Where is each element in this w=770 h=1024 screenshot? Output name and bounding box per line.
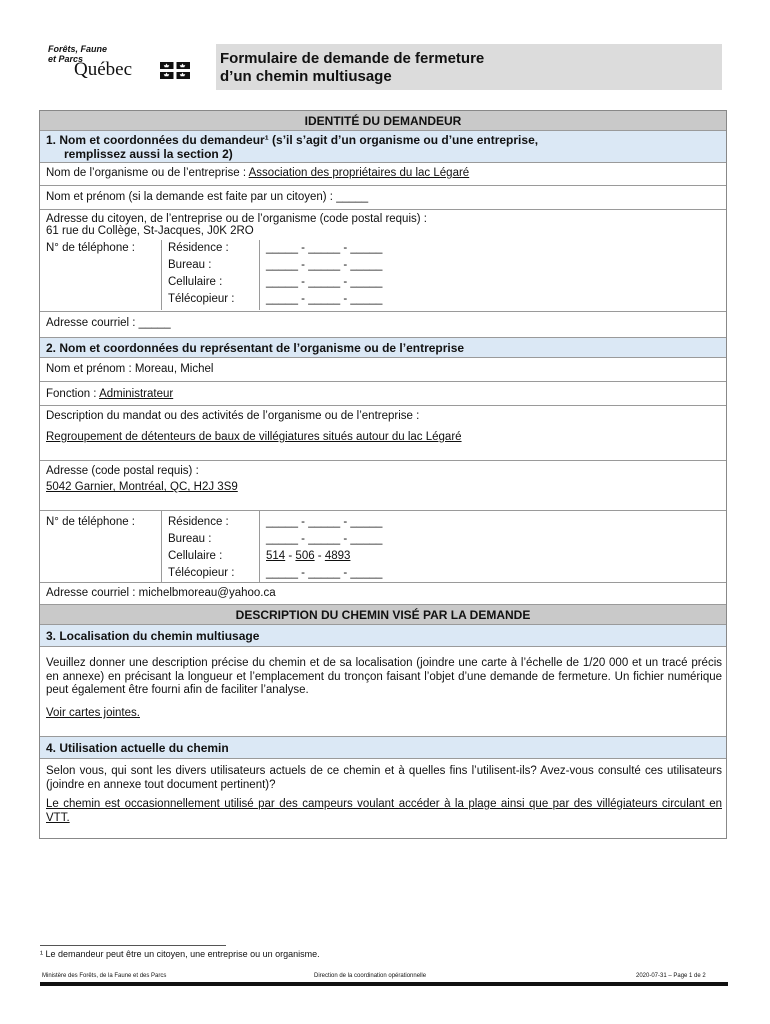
form-title-line2: d’un chemin multiusage bbox=[220, 68, 392, 85]
rep-fax-label: Télécopieur : bbox=[168, 567, 235, 579]
rep-fonction-label: Fonction : bbox=[46, 388, 100, 400]
s1-line1: 1. Nom et coordonnées du demandeur¹ (s’il s’agit d’un organisme ou d’une entreprise, bbox=[46, 133, 539, 147]
citizen-residence-field[interactable]: _____ - _____ - _____ bbox=[266, 242, 383, 254]
rep-cell-sep1: - bbox=[285, 550, 296, 562]
org-name-value[interactable]: Association des propriétaires du lac Légaré bbox=[248, 167, 470, 179]
s4-content-row bbox=[40, 759, 726, 839]
citizen-name-field[interactable]: Nom et prénom (si la demande est faite par un citoyen) : _____ bbox=[46, 191, 369, 203]
footer-direction: Direction de la coordination opérationnelle bbox=[314, 973, 427, 979]
citizen-bureau-label: Bureau : bbox=[168, 259, 212, 271]
footnote: ¹ Le demandeur peut être un citoyen, une entreprise ou un organisme. bbox=[40, 949, 320, 959]
rep-cell-field[interactable] bbox=[266, 550, 350, 562]
rep-fonction-row bbox=[40, 382, 726, 406]
citizen-cell-field[interactable]: _____ - _____ - _____ bbox=[266, 276, 383, 288]
rep-mandat-row bbox=[40, 406, 726, 461]
citizen-phone-label: N° de téléphone : bbox=[46, 242, 135, 254]
rep-residence-label: Résidence : bbox=[168, 516, 229, 528]
citizen-residence-label: Résidence : bbox=[168, 242, 229, 254]
s1-line2: remplissez aussi la section 2) bbox=[64, 147, 233, 161]
section-3-heading bbox=[40, 625, 726, 647]
logo-name: Québec bbox=[74, 59, 133, 80]
citizen-name-row bbox=[40, 186, 726, 210]
request-form bbox=[39, 110, 727, 839]
s2-heading-text: 2. Nom et coordonnées du représentant de l’organisme ou de l’entreprise bbox=[46, 341, 465, 355]
rep-name-row bbox=[40, 358, 726, 382]
s4-heading-text: 4. Utilisation actuelle du chemin bbox=[46, 741, 229, 755]
section-description-heading bbox=[40, 605, 726, 625]
description-heading-text: DESCRIPTION DU CHEMIN VISÉ PAR LA DEMANDE bbox=[235, 608, 531, 622]
form-title-line1: Formulaire de demande de fermeture bbox=[220, 50, 485, 67]
s4-answer[interactable]: Le chemin est occasionnellement utilisé par des campeurs voulant accéder à la plage ainsi que par des villégiateurs circulant en VTT. bbox=[46, 798, 722, 824]
citizen-fax-field[interactable]: _____ - _____ - _____ bbox=[266, 293, 383, 305]
rep-phone-row bbox=[40, 511, 726, 583]
fleur-de-lis-flag-icon bbox=[160, 62, 190, 79]
rep-email-row bbox=[40, 583, 726, 605]
org-name-label: Nom de l’organisme ou de l’entreprise : bbox=[46, 167, 249, 179]
s3-content-row bbox=[40, 647, 726, 737]
rep-bureau-label: Bureau : bbox=[168, 533, 212, 545]
s3-instructions: Veuillez donner une description précise du chemin et de sa localisation (joindre une carte à l’échelle de 1/20 000 et un tracé précis en annexe) en précisant la longueur et l’emplacement du tronçon faisant l’objet d’une demande de fermeture. Un fichier numérique peut également être fourni afin de faciliter l’analyse. bbox=[46, 657, 722, 696]
rep-address-label: Adresse (code postal requis) : bbox=[46, 465, 199, 477]
section-2-heading bbox=[40, 338, 726, 358]
rep-mandat-value[interactable]: Regroupement de détenteurs de baux de villégiatures situés autour du lac Légaré bbox=[46, 431, 462, 443]
rep-bureau-field[interactable]: _____ - _____ - _____ bbox=[266, 533, 383, 545]
rep-name-field[interactable]: Nom et prénom : Moreau, Michel bbox=[46, 363, 214, 375]
citizen-email-row bbox=[40, 312, 726, 338]
rep-cell-label: Cellulaire : bbox=[168, 550, 223, 562]
citizen-address-phone-row bbox=[40, 210, 726, 312]
org-name-row bbox=[40, 163, 726, 186]
logo-line2: et Parcs bbox=[48, 54, 84, 64]
footer-ministry: Ministère des Forêts, de la Faune et des Parcs bbox=[42, 973, 167, 979]
rep-address-row bbox=[40, 461, 726, 511]
quebec-logo bbox=[46, 44, 206, 90]
rep-fonction-value[interactable]: Administrateur bbox=[99, 388, 174, 400]
rep-residence-field[interactable]: _____ - _____ - _____ bbox=[266, 516, 383, 528]
citizen-address-value[interactable]: 61 rue du Collège, St-Jacques, J0K 2RO bbox=[46, 225, 254, 237]
rep-cell-part3: 4893 bbox=[324, 550, 351, 562]
rep-cell-part1: 514 bbox=[266, 550, 286, 562]
rep-email-field[interactable]: Adresse courriel : michelbmoreau@yahoo.ca bbox=[46, 587, 276, 599]
identite-heading-text: IDENTITÉ DU DEMANDEUR bbox=[304, 114, 462, 128]
footnote-rule bbox=[40, 945, 226, 946]
rep-fax-field[interactable]: _____ - _____ - _____ bbox=[266, 567, 383, 579]
divider bbox=[161, 511, 162, 583]
divider bbox=[259, 511, 260, 583]
logo-line1: Forêts, Faune bbox=[48, 44, 108, 54]
citizen-address-label: Adresse du citoyen, de l’entreprise ou de l’organisme (code postal requis) : bbox=[46, 213, 427, 225]
section-1-heading bbox=[40, 131, 726, 163]
citizen-bureau-field[interactable]: _____ - _____ - _____ bbox=[266, 259, 383, 271]
footer-page-info: 2020-07-31 – Page 1 de 2 bbox=[636, 973, 706, 979]
section-identite-heading bbox=[40, 111, 726, 131]
rep-cell-sep2: - bbox=[314, 550, 325, 562]
citizen-email-field[interactable]: Adresse courriel : _____ bbox=[46, 317, 171, 329]
divider bbox=[259, 240, 260, 310]
rep-address-value[interactable]: 5042 Garnier, Montréal, QC, H2J 3S9 bbox=[46, 481, 238, 493]
s3-heading-text: 3. Localisation du chemin multiusage bbox=[46, 629, 260, 643]
form-title-box bbox=[216, 44, 722, 90]
s4-instructions: Selon vous, qui sont les divers utilisateurs actuels de ce chemin et à quelles fins l’utilisent-ils? Avez-vous consulté ces utilisateurs (joindre en annexe tout document pertinent)? bbox=[46, 765, 722, 791]
rep-phone-label: N° de téléphone : bbox=[46, 516, 135, 528]
s3-answer[interactable]: Voir cartes jointes. bbox=[46, 707, 140, 719]
org-name-line bbox=[46, 167, 469, 179]
rep-cell-part2: 506 bbox=[295, 550, 315, 562]
footer-bar bbox=[40, 982, 728, 986]
rep-mandat-label: Description du mandat ou des activités de l’organisme ou de l’entreprise : bbox=[46, 410, 420, 422]
divider bbox=[161, 240, 162, 310]
section-4-heading bbox=[40, 737, 726, 759]
rep-fonction-line bbox=[46, 388, 173, 400]
citizen-cell-label: Cellulaire : bbox=[168, 276, 223, 288]
citizen-fax-label: Télécopieur : bbox=[168, 293, 235, 305]
